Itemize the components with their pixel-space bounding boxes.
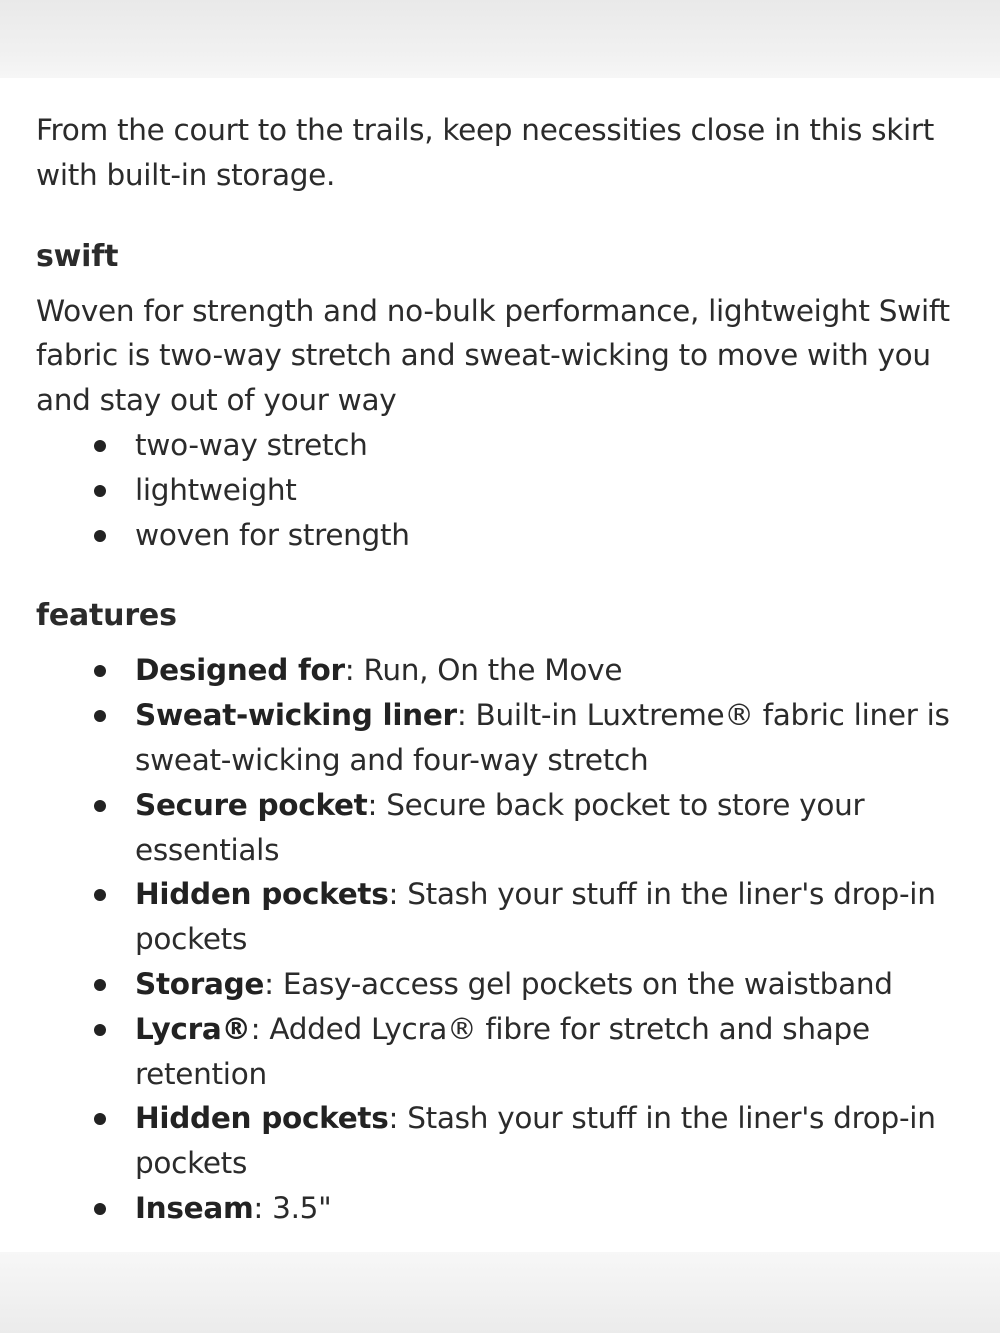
swift-description: Woven for strength and no-bulk performance, lightweight Swift fabric is two-way stretch and sweat-wicking to move with you and stay out of your way xyxy=(36,293,950,418)
feature-label: Hidden pockets xyxy=(135,877,389,912)
bullet-icon xyxy=(94,1203,106,1215)
bullet-icon xyxy=(94,979,106,991)
feature-text: : Run, On the Move xyxy=(344,653,623,688)
feature-text: : Built-in Luxtreme® fabric liner is sweat-wicking and four-way stretch xyxy=(135,698,950,777)
bullet-icon xyxy=(94,800,106,812)
feature-text: : Stash your stuff in the liner's drop-in pockets xyxy=(135,1101,936,1181)
bottom-fade-band xyxy=(0,1252,1000,1333)
feature-text: : Secure back pocket to store your essentials xyxy=(135,787,865,867)
feature-item xyxy=(36,962,966,1007)
swift-bullet-text: woven for strength xyxy=(135,517,410,552)
bullet-icon xyxy=(94,710,106,722)
feature-item xyxy=(36,1007,966,1097)
bullet-icon xyxy=(94,530,106,542)
swift-bullet-list xyxy=(36,423,966,557)
list-item xyxy=(36,513,966,558)
bullet-icon xyxy=(94,440,106,452)
list-item xyxy=(36,468,966,513)
feature-text: : Added Lycra® fibre for stretch and shape retention xyxy=(135,1011,870,1091)
feature-label: Lycra® xyxy=(135,1011,251,1046)
bullet-icon xyxy=(94,665,106,677)
bullet-icon xyxy=(94,1113,106,1125)
bullet-icon xyxy=(94,889,106,901)
product-description xyxy=(36,108,966,1231)
feature-item xyxy=(36,693,966,783)
feature-item xyxy=(36,872,966,962)
feature-label: Storage xyxy=(135,966,265,1001)
swift-bullet-text: lightweight xyxy=(135,472,297,507)
feature-text: : 3.5" xyxy=(253,1190,332,1225)
intro-text: From the court to the trails, keep necessities close in this skirt with built-in storage. xyxy=(36,113,934,192)
features-list xyxy=(36,648,966,1230)
feature-label: Inseam xyxy=(135,1190,254,1225)
swift-bullet-text: two-way stretch xyxy=(135,427,368,462)
list-item xyxy=(36,423,966,468)
bullet-icon xyxy=(94,1024,106,1036)
features-heading: features xyxy=(36,598,177,634)
feature-item xyxy=(36,648,966,693)
feature-text: : Stash your stuff in the liner's drop-in pockets xyxy=(135,877,936,957)
feature-item xyxy=(36,1096,966,1186)
top-fade-band xyxy=(0,0,1000,78)
feature-item xyxy=(36,783,966,873)
bullet-icon xyxy=(94,485,106,497)
feature-label: Designed for xyxy=(135,653,345,688)
swift-heading: swift xyxy=(36,238,119,274)
feature-label: Secure pocket xyxy=(135,787,368,822)
feature-label: Sweat-wicking liner xyxy=(135,698,457,733)
feature-item xyxy=(36,1186,966,1231)
feature-label: Hidden pockets xyxy=(135,1101,389,1136)
feature-text: : Easy-access gel pockets on the waistband xyxy=(264,966,893,1001)
